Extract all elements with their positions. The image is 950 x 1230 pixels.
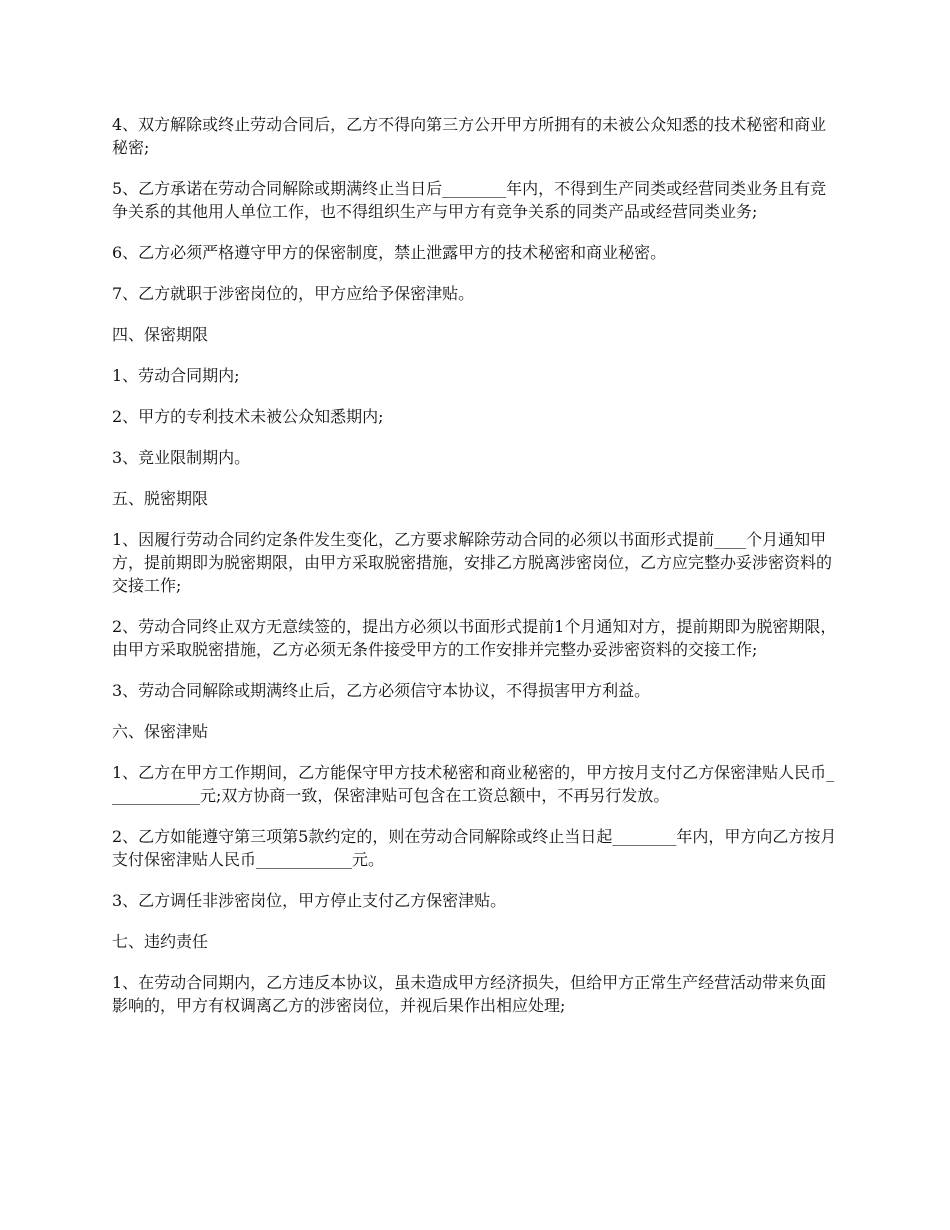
clause-5-2: 2、劳动合同终止双方无意续签的，提出方必须以书面形式提前1个月通知对方，提前期即为脱密期限，由甲方采取脱密措施，乙方必须无条件接受甲方的工作安排并完整办妥涉密资料的交接工作; <box>112 617 837 659</box>
clause-3-4: 4、双方解除或终止劳动合同后，乙方不得向第三方公开甲方所拥有的未被公众知悉的技术秘密和商业秘密; <box>112 115 827 157</box>
clause-3-7: 7、乙方就职于涉密岗位的，甲方应给予保密津贴。 <box>112 284 475 303</box>
clause-5-1: 1、因履行劳动合同约定条件发生变化，乙方要求解除劳动合同的必须以书面形式提前____个月通知甲方，提前期即为脱密期限，由甲方采取脱密措施，安排乙方脱离涉密岗位，乙方应完整办妥涉密资料的交接工作; <box>112 530 833 595</box>
clause-5-3: 3、劳动合同解除或期满终止后，乙方必须信守本协议，不得损害甲方利益。 <box>112 681 651 700</box>
clause-7-1: 1、在劳动合同期内，乙方违反本协议，虽未造成甲方经济损失，但给甲方正常生产经营活动带来负面影响的，甲方有权调离乙方的涉密岗位，并视后果作出相应处理; <box>112 973 827 1015</box>
section-heading-6: 六、保密津贴 <box>112 722 209 741</box>
clause-6-3: 3、乙方调任非涉密岗位，甲方停止支付乙方保密津贴。 <box>112 891 507 910</box>
clause-6-1: 1、乙方在甲方工作期间，乙方能保守甲方技术秘密和商业秘密的，甲方按月支付乙方保密津贴人民币____________元;双方协商一致，保密津贴可包含在工资总额中，不再另行发放。 <box>112 763 835 805</box>
clause-6-2: 2、乙方如能遵守第三项第5款约定的，则在劳动合同解除或终止当日起________年内，甲方向乙方按月支付保密津贴人民币____________元。 <box>112 827 837 869</box>
clause-4-3: 3、竞业限制期内。 <box>112 448 251 467</box>
clause-4-2: 2、甲方的专利技术未被公众知悉期内; <box>112 407 384 426</box>
clause-3-5: 5、乙方承诺在劳动合同解除或期满终止当日后________年内，不得到生产同类或经营同类业务且有竞争关系的其他用人单位工作，也不得组织生产与甲方有竞争关系的同类产品或经营同类业务; <box>112 179 827 221</box>
clause-4-1: 1、劳动合同期内; <box>112 366 240 385</box>
section-heading-5: 五、脱密期限 <box>112 489 209 508</box>
clause-3-6: 6、乙方必须严格遵守甲方的保密制度，禁止泄露甲方的技术秘密和商业秘密。 <box>112 243 667 262</box>
section-heading-4: 四、保密期限 <box>112 325 209 344</box>
section-heading-7: 七、违约责任 <box>112 932 209 951</box>
document-body <box>112 113 840 1035</box>
